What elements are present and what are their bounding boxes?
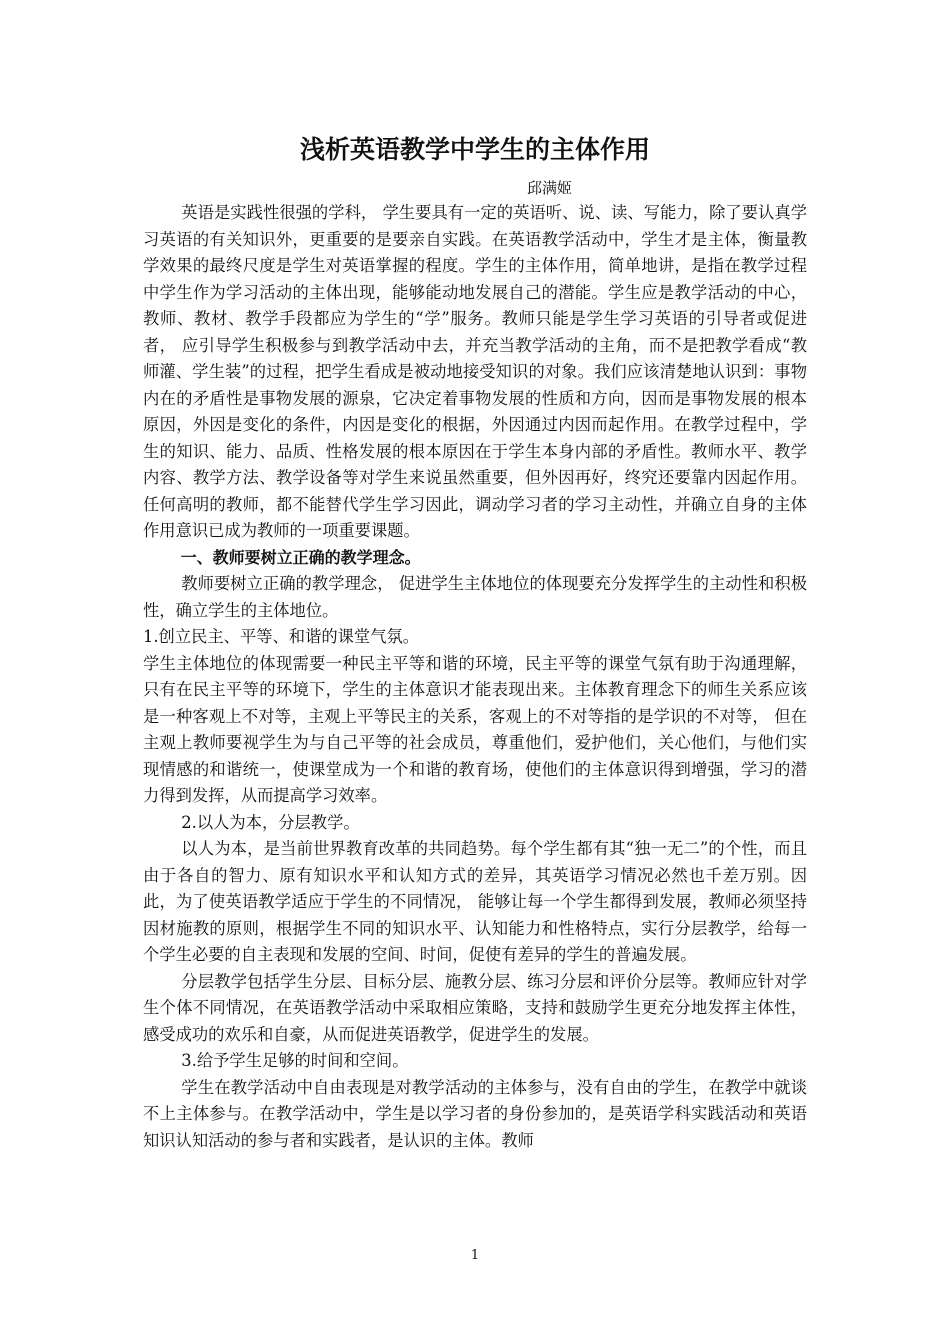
author-name: 邱满姬 (527, 179, 573, 197)
paragraph-intro: 英语是实践性很强的学科， 学生要具有一定的英语听、说、读、写能力，除了要认真学习英语的有关知识外，更重要的是要亲自实践。在英语教学活动中，学生才是主体，衡量教学效果的最终尺度是学生对英语掌握的程度。学生的主体作用，简单地讲，是指在教学过程中学生作为学习活动的主体出现，能够能动地发展自己的潜能。学生应是教学活动的中心，教师、教材、教学手段都应为学生的“学”服务。教师只能是学生学习英语的引导者或促进者， 应引导学生积极参与到教学活动中去，并充当教学活动的主角，而不是把教学看成“教师灌、学生装”的过程，把学生看成是被动地接受知识的对象。我们应该清楚地认识到：事物内在的矛盾性是事物发展的源泉，它决定着事物发展的性质和方向，因而是事物发展的根本原因，外因是变化的条件，内因是变化的根据，外因通过内因而起作用。在教学过程中，学生的知识、能力、品质、性格发展的根本原因在于学生本身内部的矛盾性。教师水平、教学内容、教学方法、教学设备等对学生来说虽然重要，但外因再好，终究还要靠内因起作用。任何高明的教师，都不能替代学生学习因此，调动学习者的学习主动性，并确立自身的主体作用意识已成为教师的一项重要课题。 (143, 203, 807, 540)
document-body (143, 200, 807, 1154)
page-number: 1 (470, 1248, 480, 1263)
subheading-1: 1.创立民主、平等、和谐的课堂气氛。 (143, 627, 420, 646)
paragraph-democracy: 学生主体地位的体现需要一种民主平等和谐的环境，民主平等的课堂气氛有助于沟通理解， 只有在民主平等的环境下，学生的主体意识才能表现出来。主体教育理念下的师生关系应该是一种客观上不对等，主观上平等民主的关系，客观上的不对等指的是学识的不对等， 但在主观上教师要视学生为与自己平等的社会成员，尊重他们，爱护他们，关心他们，与他们实现情感的和谐统一，使课堂成为一个和谐的教育场，使他们的主体意识得到增强，学习的潜力得到发挥，从而提高学习效率。 (143, 653, 807, 805)
document-title: 浅析英语教学中学生的主体作用 (299, 135, 650, 164)
subheading-2: 2.以人为本，分层教学。 (181, 812, 360, 832)
paragraph-layered-teaching: 分层教学包括学生分层、目标分层、施教分层、练习分层和评价分层等。教师应针对学生个体不同情况，在英语教学活动中采取相应策略，支持和鼓励学生更充分地发挥主体性，感受成功的欢乐和自豪，从而促进英语教学，促进学生的发展。 (143, 971, 807, 1044)
section-heading-1: 一、教师要树立正确的教学理念。 (180, 547, 421, 567)
paragraph-people-oriented: 以人为本，是当前世界教育改革的共同趋势。每个学生都有其“独一无二”的个性，而且由于各自的智力、原有知识水平和认知方式的差异，其英语学习情况必然也千差万别。因此，为了使英语教学适应于学生的不同情况， 能够让每一个学生都得到发展，教师必须坚持因材施教的原则，根据学生不同的知识水平、认知能力和性格特点，实行分层教学，给每一个学生必要的自主表现和发展的空间、时间，促使有差异的学生的普遍发展。 (143, 839, 807, 964)
paragraph-time-space: 学生在教学活动中自由表现是对教学活动的主体参与，没有自由的学生，在教学中就谈不上主体参与。在教学活动中，学生是以学习者的身份参加的，是英语学科实践活动和英语知识认知活动的参与者和实践者，是认识的主体。教师 (143, 1077, 807, 1150)
subheading-3: 3.给予学生足够的时间和空间。 (181, 1051, 409, 1070)
paragraph-section-1: 教师要树立正确的教学理念， 促进学生主体地位的体现要充分发挥学生的主动性和积极性，确立学生的主体地位。 (143, 574, 807, 620)
